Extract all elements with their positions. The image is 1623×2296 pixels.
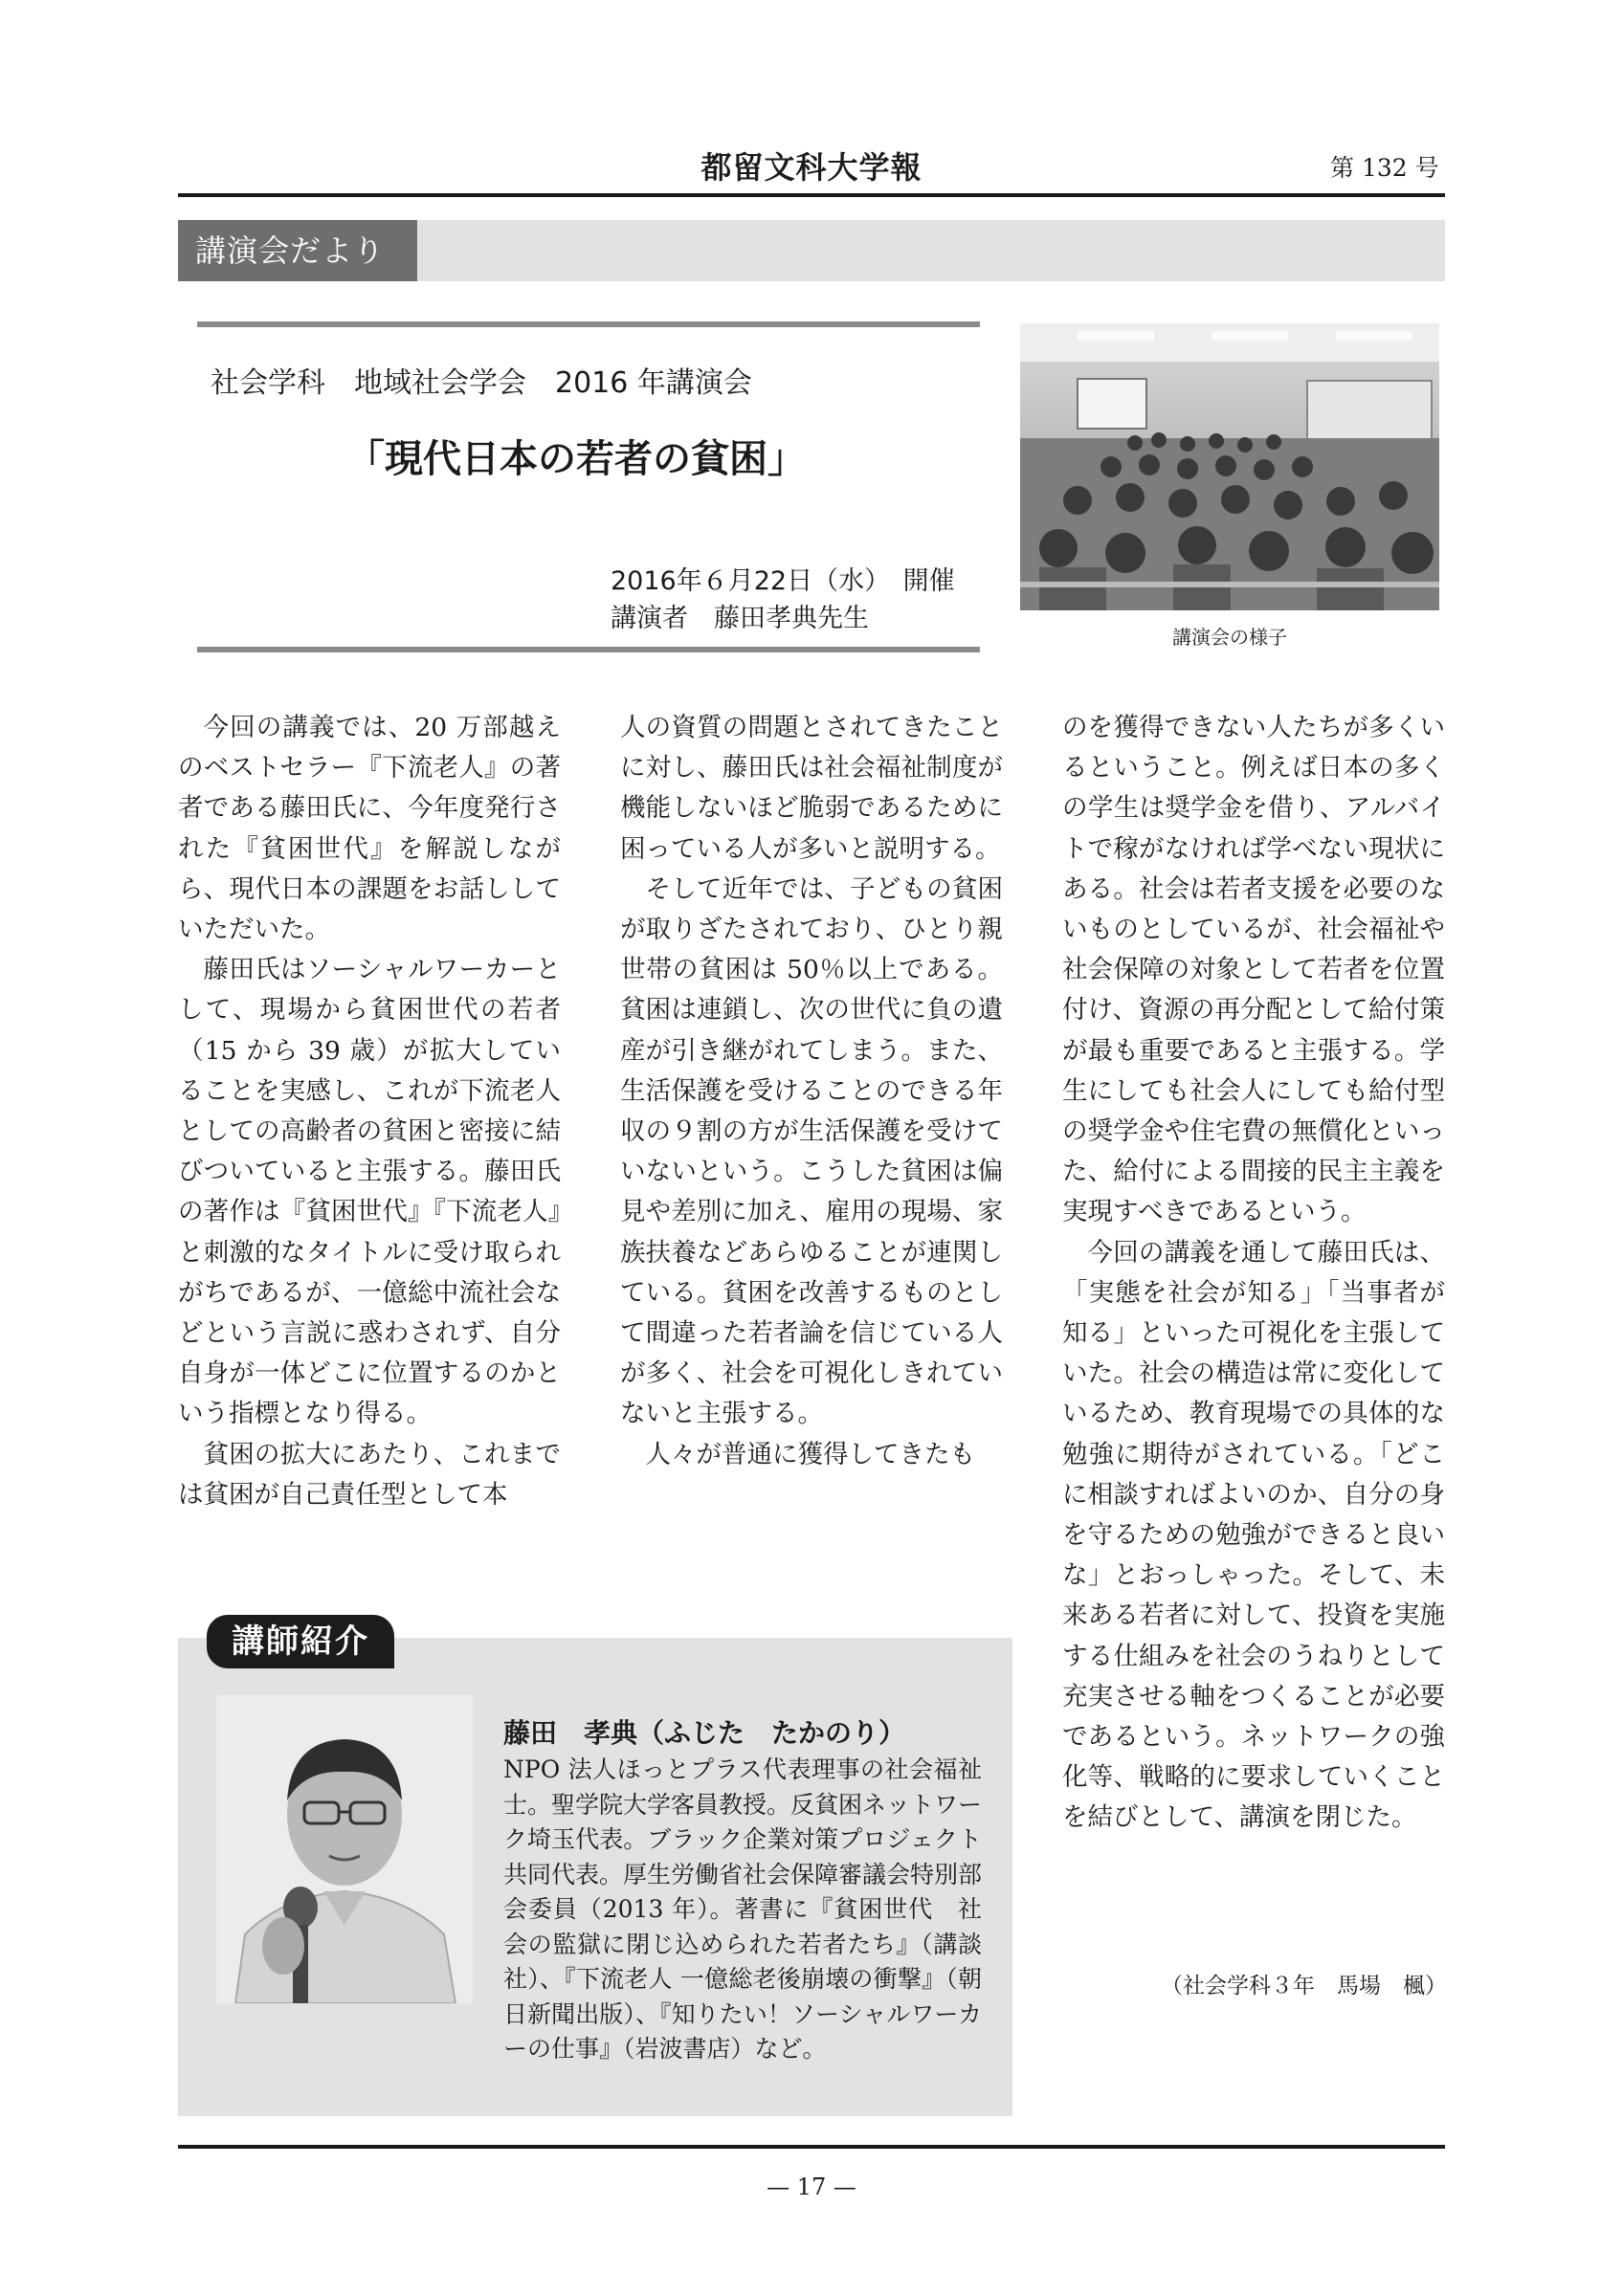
issue-number: 第 132 号 <box>1330 154 1439 182</box>
header-rule <box>178 193 1445 197</box>
article-subtitle: 社会学科 地域社会学会 2016 年講演会 <box>211 366 752 400</box>
portrait-graphic <box>216 1695 473 2003</box>
article-column-3 <box>1062 708 1445 1839</box>
page-number: — 17 — <box>767 2174 856 2200</box>
paragraph: そして近年では、子どもの貧困が取りざたされており、ひとり親世帯の貧困は 50％以上である。貧困は連鎖し、次の世代に負の遺産が引き継がれてしまう。また、生活保護を受けることのできる年収の９割の方が生活保護を受けていないという。こうした貧困は偏見や差別に加え、雇用の現場、家族扶養などあらゆることが連関している。貧困を改善するものとして間違った若者論を信じている人が多く、社会を可視化しきれていないと主張する。 <box>620 873 1003 1429</box>
footer-rule <box>178 2145 1445 2149</box>
lecture-photo-graphic <box>1020 323 1439 610</box>
article-column-1 <box>178 708 561 1515</box>
speaker-line: 講演者 藤田孝典先生 <box>611 604 869 633</box>
paragraph: 藤田氏はソーシャルワーカーとして、現場から貧困世代の若者（15 から 39 歳）が拡大していることを実感し、これが下流老人としての高齢者の貧困と密接に結びついていると主張する。藤田氏の著作は『貧困世代』『下流老人』と刺激的なタイトルに受け取られがちであるが、一億総中流社会などという言説に惑わされず、自分自身が一体どこに位置するのかという指標となり得る。 <box>178 955 561 1429</box>
lecturer-name: 藤田 孝典（ふじた たかのり） <box>503 1717 906 1749</box>
title-top-rule <box>197 321 980 327</box>
profile-heading: 講師紹介 <box>207 1615 394 1668</box>
photo-caption: 講演会の様子 <box>1172 626 1287 649</box>
article-title: 「現代日本の若者の貧困」 <box>346 437 806 481</box>
paragraph: のを獲得できない人たちが多くいるということ。例えば日本の多くの学生は奨学金を借り、アルバイトで稼がなければ学べない現状にある。社会は若者支援を必要のないものとしているが、社会福祉や社会保障の対象として若者を位置付け、資源の再分配として給付策が最も重要であると主張する。学生にしても社会人にしても給付型の奨学金や住宅費の無償化といった、給付による間接的民主主義を実現すべきであるという。 <box>1062 713 1445 1227</box>
title-bottom-rule <box>197 647 980 652</box>
lecturer-bio: NPO 法人ほっとプラス代表理事の社会福祉士。聖学院大学客員教授。反貧困ネットワーク埼玉代表。ブラック企業対策プロジェクト共同代表。厚生労働省社会保障審議会特別部会委員（2013 年）。著書に『貧困世代 社会の監獄に閉じ込められた若者たち』（講談社）、『下流老人 一億総老後崩壊の衝撃』（朝日新聞出版）、『知りたい！ソーシャルワーカーの仕事』（岩波書店）など。 <box>503 1755 983 2063</box>
author-byline: （社会学科３年 馬場 楓） <box>1161 1974 1447 1998</box>
paragraph: 今回の講義では、20 万部越えのベストセラー『下流老人』の著者である藤田氏に、今年度発行された『貧困世代』を解説しながら、現代日本の課題をお話ししていただいた。 <box>178 713 561 945</box>
paragraph: 人の資質の問題とされてきたことに対し、藤田氏は社会福祉制度が機能しないほど脆弱であるために困っている人が多いと説明する。 <box>620 713 1003 864</box>
paragraph: 貧困の拡大にあたり、これまでは貧困が自己責任型として本 <box>178 1439 561 1510</box>
paragraph: 人々が普通に獲得してきたも <box>645 1439 975 1469</box>
event-date: 2016年６月22日（水） 開催 <box>611 566 955 596</box>
lecturer-portrait <box>216 1695 473 2003</box>
paragraph: 今回の講義を通して藤田氏は、「実態を社会が知る」「当事者が知る」といった可視化を主張していた。社会の構造は常に変化しているため、教育現場での具体的な勉強に期待がされている。「どこに相談すればよいのか、自分の身を守るための勉強ができると良いな」とおっしゃった。そして、未来ある若者に対して、投資を実施する仕組みを社会のうねりとして充実させる軸をつくることが必要であるという。ネットワークの強化等、戦略的に要求していくことを結びとして、講演を閉じた。 <box>1062 1237 1445 1833</box>
article-column-2 <box>620 708 1003 1475</box>
lecture-photo <box>1020 323 1439 610</box>
journal-title: 都留文科大学報 <box>700 149 923 186</box>
section-label: 講演会だより <box>178 220 417 281</box>
